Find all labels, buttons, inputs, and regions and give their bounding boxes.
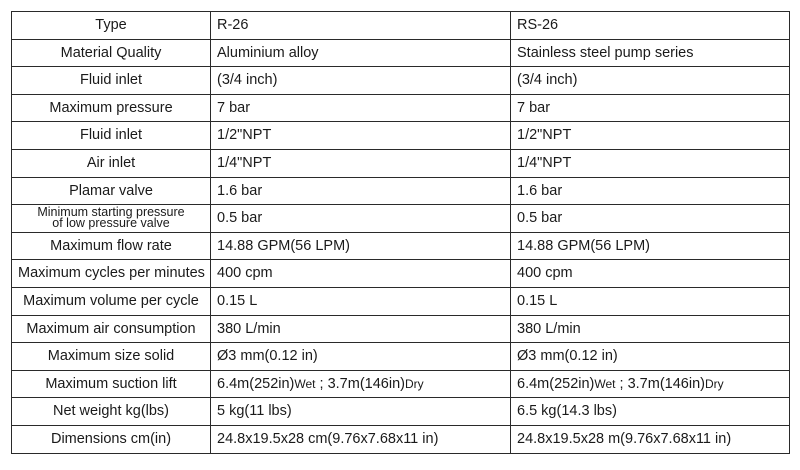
table-row bbox=[12, 67, 790, 95]
row-label: Fluid inlet bbox=[12, 67, 211, 95]
table-row bbox=[12, 39, 790, 67]
table-row bbox=[12, 232, 790, 260]
r26-value: 1.6 bar bbox=[211, 177, 511, 205]
r26-value: 24.8x19.5x28 cm(9.76x7.68x11 in) bbox=[211, 425, 511, 453]
rs26-value: 1/2"NPT bbox=[511, 122, 790, 150]
r26-value: 0.15 L bbox=[211, 287, 511, 315]
row-label: Fluid inlet bbox=[12, 122, 211, 150]
row-label: Maximum suction lift bbox=[12, 370, 211, 398]
rs26-value: 7 bar bbox=[511, 94, 790, 122]
row-label: Maximum air consumption bbox=[12, 315, 211, 343]
row-label: Maximum size solid bbox=[12, 343, 211, 371]
table-row bbox=[12, 343, 790, 371]
rs26-value: 14.88 GPM(56 LPM) bbox=[511, 232, 790, 260]
r26-value bbox=[211, 370, 511, 398]
rs26-value: 1.6 bar bbox=[511, 177, 790, 205]
r26-value: 14.88 GPM(56 LPM) bbox=[211, 232, 511, 260]
r26-value: 7 bar bbox=[211, 94, 511, 122]
header-r26: R-26 bbox=[211, 12, 511, 40]
r26-value: 1/2"NPT bbox=[211, 122, 511, 150]
suction-wet-value: 6.4m(252in) bbox=[217, 375, 295, 392]
table-row bbox=[12, 149, 790, 177]
table-row bbox=[12, 122, 790, 150]
row-label: Maximum pressure bbox=[12, 94, 211, 122]
row-label: Plamar valve bbox=[12, 177, 211, 205]
table-row bbox=[12, 287, 790, 315]
r26-value: 400 cpm bbox=[211, 260, 511, 288]
r26-value: Aluminium alloy bbox=[211, 39, 511, 67]
suction-dry-value: ; 3.7m(146in) bbox=[315, 375, 405, 392]
row-label-line1: Minimum starting pressure bbox=[37, 204, 185, 219]
rs26-value: 400 cpm bbox=[511, 260, 790, 288]
rs26-value: 0.15 L bbox=[511, 287, 790, 315]
r26-value: 0.5 bar bbox=[211, 205, 511, 233]
rs26-value: Stainless steel pump series bbox=[511, 39, 790, 67]
table-row bbox=[12, 260, 790, 288]
suction-dry-label: Dry bbox=[404, 376, 424, 391]
suction-wet-label: Wet bbox=[294, 376, 316, 391]
row-label: Maximum cycles per minutes bbox=[12, 260, 211, 288]
row-label: Maximum flow rate bbox=[12, 232, 211, 260]
row-label bbox=[12, 205, 211, 233]
rs26-value: 380 L/min bbox=[511, 315, 790, 343]
header-type-label: Type bbox=[12, 12, 211, 40]
suction-wet-value: 6.4m(252in) bbox=[517, 375, 595, 392]
row-label-line2: of low pressure valve bbox=[52, 216, 170, 231]
r26-value: 1/4"NPT bbox=[211, 149, 511, 177]
row-label: Net weight kg(lbs) bbox=[12, 398, 211, 426]
header-row bbox=[12, 12, 790, 40]
table-row bbox=[12, 398, 790, 426]
table-row bbox=[12, 315, 790, 343]
table-row bbox=[12, 370, 790, 398]
row-label: Material Quality bbox=[12, 39, 211, 67]
r26-value: Ø3 mm(0.12 in) bbox=[211, 343, 511, 371]
rs26-value: Ø3 mm(0.12 in) bbox=[511, 343, 790, 371]
suction-dry-label: Dry bbox=[704, 376, 724, 391]
header-rs26: RS-26 bbox=[511, 12, 790, 40]
rs26-value: (3/4 inch) bbox=[511, 67, 790, 95]
table-row bbox=[12, 177, 790, 205]
rs26-value: 6.5 kg(14.3 lbs) bbox=[511, 398, 790, 426]
table-row bbox=[12, 425, 790, 453]
rs26-value: 0.5 bar bbox=[511, 205, 790, 233]
rs26-value: 1/4"NPT bbox=[511, 149, 790, 177]
row-label: Dimensions cm(in) bbox=[12, 425, 211, 453]
suction-dry-value: ; 3.7m(146in) bbox=[615, 375, 705, 392]
table-row bbox=[12, 205, 790, 233]
row-label: Air inlet bbox=[12, 149, 211, 177]
spec-table bbox=[11, 11, 790, 454]
rs26-value: 24.8x19.5x28 m(9.76x7.68x11 in) bbox=[511, 425, 790, 453]
r26-value: 5 kg(11 lbs) bbox=[211, 398, 511, 426]
suction-wet-label: Wet bbox=[594, 376, 616, 391]
row-label: Maximum volume per cycle bbox=[12, 287, 211, 315]
rs26-value bbox=[511, 370, 790, 398]
r26-value: 380 L/min bbox=[211, 315, 511, 343]
table-row bbox=[12, 94, 790, 122]
r26-value: (3/4 inch) bbox=[211, 67, 511, 95]
